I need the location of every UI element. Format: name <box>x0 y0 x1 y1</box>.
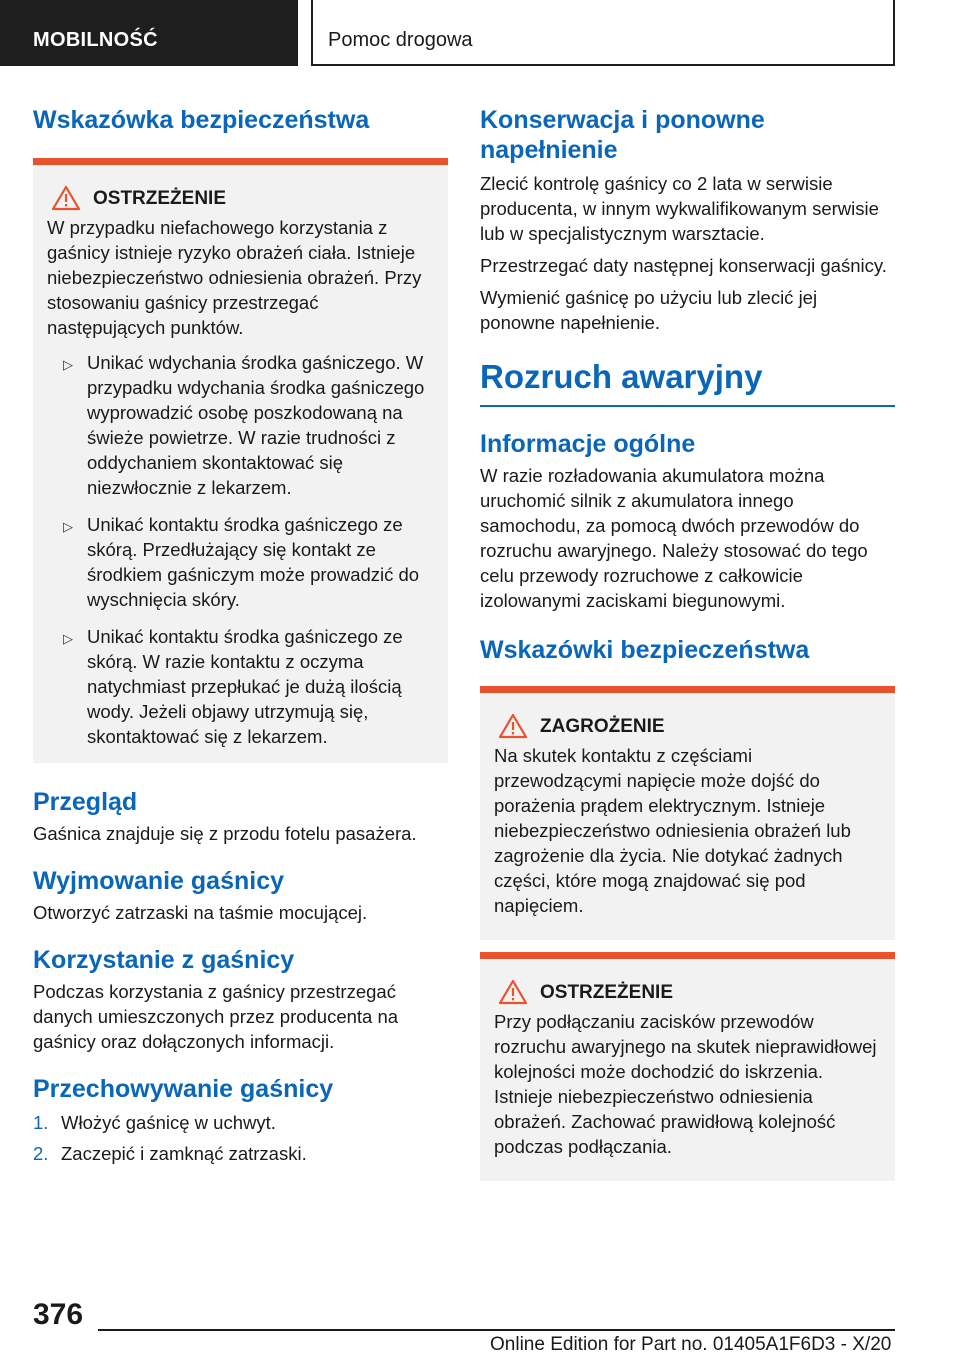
warning-bullets <box>47 350 434 749</box>
warning-title-text: OSTRZEŻENIE <box>540 981 674 1003</box>
danger-title-text: ZAGROŻENIE <box>540 715 665 737</box>
bullet-text: Unikać wdychania środka gaśniczego. W przypadku wdychania środka gaśniczego wyprowadzić osobę poszkodowaną na świeże powietrze. W razie trudności z oddychaniem skontaktować się niezwłocznie z lekarzem. <box>87 352 425 498</box>
warning-box <box>480 952 895 1181</box>
warning-text: Przy podłączaniu zacisków przewodów rozruchu awaryjnego na skutek nieprawidłowej kolejności może dochodzić do iskrzenia. Istnieje niebezpieczeństwo odniesienia obrażeń. Zachować prawidłową kolejność podczas podłączania. <box>494 1011 877 1157</box>
triangle-bullet-icon: ▷ <box>63 631 73 646</box>
overview-heading: Przegląd <box>33 788 138 816</box>
footer-divider <box>98 1329 895 1331</box>
page-number: 376 <box>33 1298 84 1331</box>
warning-title <box>494 979 881 1005</box>
list-item <box>47 350 434 500</box>
maintenance-heading: Konserwacja i ponowne napełnienie <box>480 106 765 164</box>
maintenance-paragraph: Przestrzegać daty następnej konserwacji gaśnicy. <box>480 255 887 276</box>
section-tab: MOBILNOŚĆ <box>0 0 298 66</box>
danger-box <box>480 686 895 940</box>
usage-heading: Korzystanie z gaśnicy <box>33 946 295 974</box>
warning-triangle-icon <box>498 713 528 739</box>
triangle-bullet-icon: ▷ <box>63 519 73 534</box>
bullet-text: Unikać kontaktu środka gaśniczego ze skórą. Przedłużający się kontakt ze środkiem gaśniczym może prowadzić do wyschnięcia skóry. <box>87 514 420 610</box>
usage-text: Podczas korzystania z gaśnicy przestrzegać danych umieszczonych przez producenta na gaśnicy oraz dołączonych informacji. <box>33 981 399 1052</box>
triangle-bullet-icon: ▷ <box>63 357 73 372</box>
danger-text: Na skutek kontaktu z częściami przewodzącymi napięcie może dojść do porażenia prądem elektrycznym. Istnieje niebezpieczeństwo odniesienia obrażeń lub zagrożenie dla życia. Nie dotykać żadnych części, które mogą znajdować się pod napięciem. <box>494 745 851 916</box>
safety-note-heading: Wskazówka bezpieczeństwa <box>33 106 370 134</box>
page-header <box>0 0 960 66</box>
storage-steps <box>33 1110 448 1166</box>
warning-triangle-icon <box>51 185 81 211</box>
warning-box <box>33 158 448 763</box>
warning-title <box>47 185 434 211</box>
left-column <box>33 95 448 1172</box>
maintenance-paragraph: Wymienić gaśnicę po użyciu lub zlecić jej ponowne napełnienie. <box>480 287 818 333</box>
step-number: 1. <box>33 1112 49 1133</box>
jumpstart-heading: Rozruch awaryjny <box>480 358 763 395</box>
warning-text: W przypadku niefachowego korzystania z gaśnicy istnieje ryzyko obrażeń ciała. Istnieje niebezpieczeństwo odniesienia obrażeń. Przy stosowaniu gaśnicy przestrzegać następujących punktów. <box>47 217 422 338</box>
step-text: Włożyć gaśnicę w uchwyt. <box>61 1112 276 1133</box>
right-column <box>480 95 895 1181</box>
removal-heading: Wyjmowanie gaśnicy <box>33 867 285 895</box>
warning-title-text: OSTRZEŻENIE <box>93 187 227 209</box>
maintenance-paragraph: Zlecić kontrolę gaśnicy co 2 lata w serwisie producenta, w innym wykwalifikowanym serwisie lub w specjalistycznym warsztacie. <box>480 173 879 244</box>
danger-title <box>494 713 881 739</box>
list-item <box>47 512 434 612</box>
removal-text: Otworzyć zatrzaski na taśmie mocującej. <box>33 902 368 923</box>
list-item <box>33 1110 448 1135</box>
overview-text: Gaśnica znajduje się z przodu fotelu pasażera. <box>33 823 417 844</box>
chapter-tab: Pomoc drogowa <box>311 0 895 66</box>
jumpstart-heading-rule <box>480 357 895 407</box>
general-info-heading: Informacje ogólne <box>480 430 696 458</box>
step-text: Zaczepić i zamknąć zatrzaski. <box>61 1143 307 1164</box>
warning-triangle-icon <box>498 979 528 1005</box>
edition-text: Online Edition for Part no. 01405A1F6D3 - X/20 <box>490 1334 892 1355</box>
bullet-text: Unikać kontaktu środka gaśniczego ze skórą. W razie kontaktu z oczyma natychmiast przepłukać je dużą ilością wody. Jeżeli objawy utrzymują się, skontaktować się z lekarzem. <box>87 626 403 747</box>
list-item <box>47 624 434 749</box>
list-item <box>33 1141 448 1166</box>
safety-notes-heading: Wskazówki bezpieczeństwa <box>480 636 810 664</box>
step-number: 2. <box>33 1143 49 1164</box>
storage-heading: Przechowywanie gaśnicy <box>33 1075 334 1103</box>
general-info-text: W razie rozładowania akumulatora można uruchomić silnik z akumulatora innego samochodu, za pomocą dwóch przewodów do rozruchu awaryjnego. Należy stosować do tego celu przewody rozruchowe z całkowicie izolowanymi zaciskami biegunowymi. <box>480 465 868 611</box>
